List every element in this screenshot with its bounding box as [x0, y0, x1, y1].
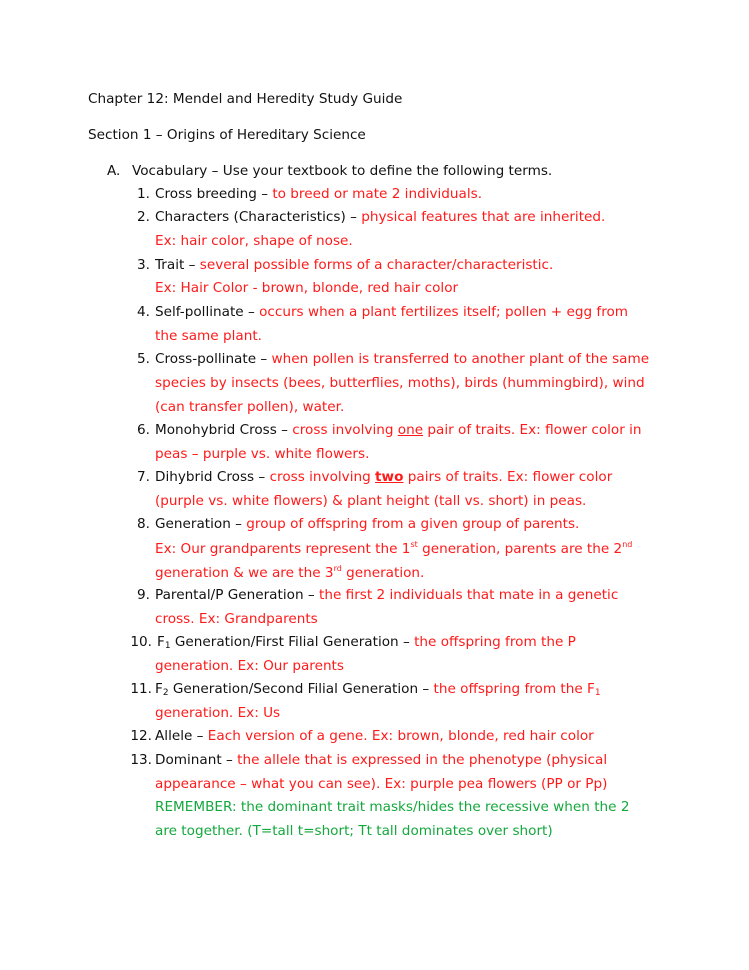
term-label: Self-pollinate –: [155, 304, 260, 320]
term-definition-cont: (can transfer pollen), water.: [155, 399, 345, 415]
list-item: [155, 516, 579, 532]
term-part: Generation/Second Filial Generation –: [168, 681, 434, 697]
item-number: 5.: [137, 351, 150, 367]
item-number: 8.: [137, 516, 150, 532]
list-item: [155, 209, 605, 225]
term-definition: several possible forms of a character/characteristic.: [199, 257, 554, 273]
term-definition: when pollen is transferred to another plant of the same: [271, 351, 650, 367]
term-definition-cont: cross. Ex: Grandparents: [155, 611, 318, 627]
definition-part: the offspring from the F: [433, 681, 595, 697]
term-definition: Each version of a gene. Ex: brown, blonde, red hair color: [207, 728, 594, 744]
item-number: 9.: [137, 587, 150, 603]
term-label: Dihybrid Cross –: [155, 469, 270, 485]
part-a-text: Vocabulary – Use your textbook to define the following terms.: [132, 163, 553, 179]
list-item: [155, 681, 601, 698]
definition-part: cross involving: [292, 422, 398, 438]
list-item: [155, 351, 649, 367]
emphasis-word: two: [375, 469, 404, 485]
term-example-cont: [155, 564, 424, 581]
item-number: 7.: [137, 469, 150, 485]
term-part: F: [155, 681, 163, 697]
section-heading: Section 1 – Origins of Hereditary Science: [88, 127, 366, 143]
term-part: F: [157, 634, 165, 650]
term-label: Characters (Characteristics) –: [155, 209, 362, 225]
term-definition: [270, 469, 613, 485]
term-example: [155, 540, 632, 557]
item-number: 6.: [137, 422, 150, 438]
subscript: 1: [164, 641, 171, 651]
list-item: [157, 634, 576, 651]
definition-part: cross involving: [269, 469, 376, 485]
example-part: generation & we are the 3: [155, 565, 334, 581]
definition-part: pair of traits. Ex: flower color in: [423, 422, 642, 438]
term-label: Cross-pollinate –: [155, 351, 272, 367]
term-definition-cont: species by insects (bees, butterflies, moths), birds (hummingbird), wind: [155, 375, 645, 391]
part-a-heading: [107, 163, 552, 179]
term-label: Trait –: [155, 257, 200, 273]
list-item: [155, 469, 612, 485]
term-definition-cont: peas – purple vs. white flowers.: [155, 446, 370, 462]
ordinal-suffix: rd: [333, 564, 342, 573]
list-item: [155, 728, 594, 744]
term-definition: the offspring from the P: [414, 634, 576, 650]
ordinal-suffix: st: [410, 540, 418, 549]
example-part: generation.: [341, 565, 425, 581]
term-definition-cont: appearance – what you can see). Ex: purple pea flowers (PP or Pp): [155, 776, 608, 792]
subscript: 1: [594, 688, 601, 698]
term-definition-cont: generation. Ex: Our parents: [155, 658, 344, 674]
item-number: 11.: [130, 681, 152, 697]
term-definition: occurs when a plant fertilizes itself; pollen + egg from: [259, 304, 629, 320]
term-definition: the allele that is expressed in the phenotype (physical: [237, 752, 608, 768]
remember-note-cont: are together. (T=tall t=short; Tt tall dominates over short): [155, 823, 553, 839]
term-label: Parental/P Generation –: [155, 587, 319, 603]
example-part: generation, parents are the 2: [417, 541, 623, 557]
item-number: 10.: [130, 634, 152, 650]
term-definition: the first 2 individuals that mate in a genetic: [319, 587, 619, 603]
item-number: 4.: [137, 304, 150, 320]
term-label: Dominant –: [155, 752, 238, 768]
example-part: Ex: Our grandparents represent the 1: [155, 541, 411, 557]
term-definition-cont: generation. Ex: Us: [155, 705, 281, 721]
term-label: [155, 681, 434, 697]
definition-part: pairs of traits. Ex: flower color: [403, 469, 613, 485]
item-number: 3.: [137, 257, 150, 273]
list-item: [155, 587, 618, 603]
term-label: Allele –: [155, 728, 208, 744]
term-label: [157, 634, 414, 650]
list-item: [155, 304, 628, 320]
list-item: [155, 257, 553, 273]
term-definition: group of offspring from a given group of parents.: [246, 516, 580, 532]
term-example: Ex: Hair Color - brown, blonde, red hair color: [155, 280, 459, 296]
term-definition-cont: the same plant.: [155, 328, 262, 344]
ordinal-suffix: nd: [622, 540, 633, 549]
term-definition: physical features that are inherited.: [361, 209, 606, 225]
term-definition-cont: (purple vs. white flowers) & plant height (tall vs. short) in peas.: [155, 493, 587, 509]
item-number: 1.: [137, 186, 150, 202]
list-item: [155, 752, 607, 768]
emphasis-word: one: [397, 422, 424, 438]
term-definition: [292, 422, 641, 438]
term-label: Generation –: [155, 516, 247, 532]
term-label: Monohybrid Cross –: [155, 422, 293, 438]
term-label: Cross breeding –: [155, 186, 273, 202]
term-definition: to breed or mate 2 individuals.: [272, 186, 483, 202]
item-number: 12.: [130, 728, 152, 744]
item-number: 13.: [130, 752, 152, 768]
term-definition: [434, 681, 601, 697]
term-part: Generation/First Filial Generation –: [170, 634, 415, 650]
list-item: [155, 186, 482, 202]
remember-note: REMEMBER: the dominant trait masks/hides the recessive when the 2: [155, 799, 630, 815]
list-item: [155, 422, 642, 438]
part-a-label: A.: [107, 163, 121, 179]
page-title: Chapter 12: Mendel and Heredity Study Guide: [88, 91, 403, 107]
item-number: 2.: [137, 209, 150, 225]
term-example: Ex: hair color, shape of nose.: [155, 233, 353, 249]
subscript: 2: [162, 688, 169, 698]
